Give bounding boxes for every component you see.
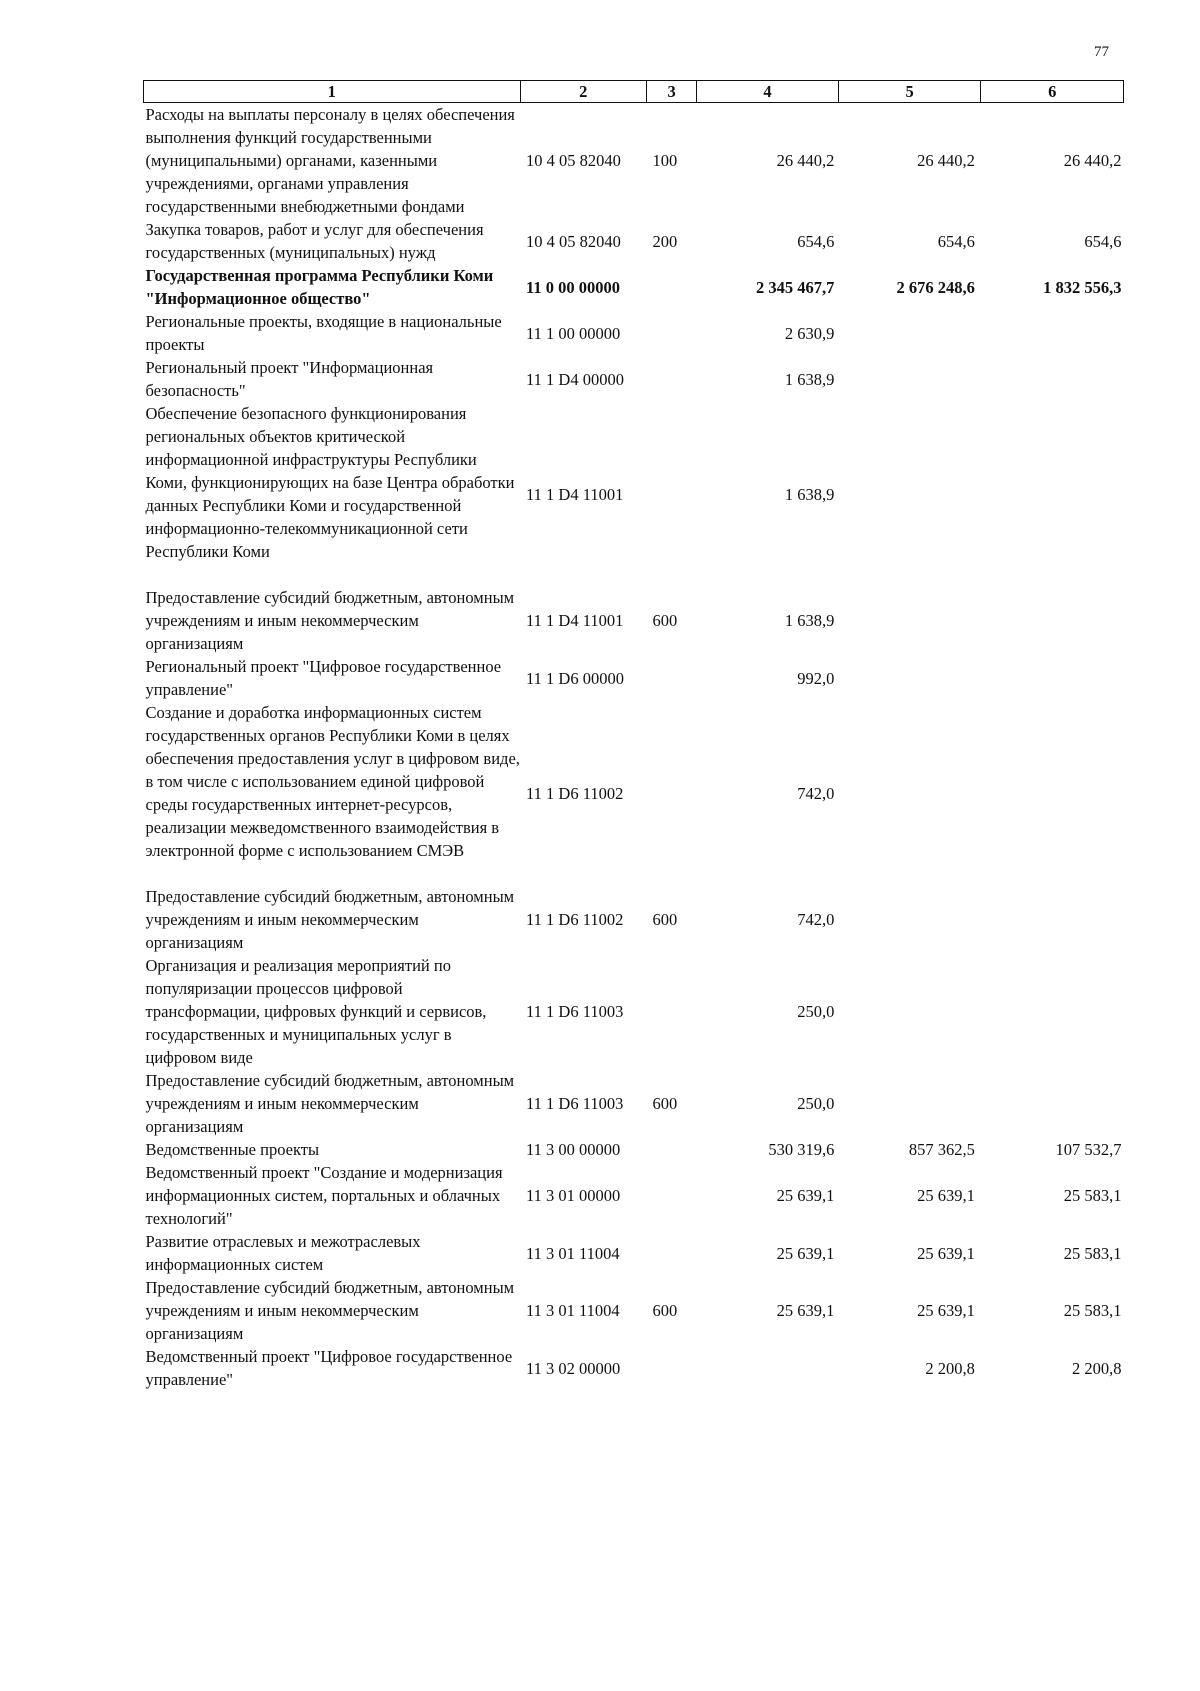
row-type: 600 <box>652 611 678 630</box>
table-row <box>144 218 1124 264</box>
row-value-4: 654,6 <box>797 231 835 251</box>
table-row <box>144 885 1124 954</box>
row-type <box>647 1345 697 1391</box>
row-value-6: 25 583,1 <box>1063 1186 1122 1205</box>
row-value-6 <box>981 310 1124 356</box>
row-value-6: 26 440,2 <box>1063 151 1122 170</box>
row-type <box>647 402 697 586</box>
row-value-4: 250,0 <box>797 1094 835 1113</box>
row-value-4: 250,0 <box>797 1002 835 1021</box>
header-col-1: 1 <box>144 81 521 103</box>
row-value-5 <box>838 655 981 701</box>
row-code: 11 3 02 00000 <box>526 1358 621 1378</box>
row-type <box>647 701 697 885</box>
row-name: Предоставление субсидий бюджетным, автономным учреждениям и иным некоммерческим организациям <box>145 887 515 952</box>
row-value-4: 25 639,1 <box>776 1301 835 1320</box>
row-type <box>647 1138 697 1161</box>
row-value-6: 107 532,7 <box>1055 1140 1122 1159</box>
row-code: 11 1 D6 11003 <box>526 1002 624 1021</box>
row-type <box>647 356 697 402</box>
row-code: 11 1 D6 00000 <box>526 668 624 688</box>
row-value-4: 1 638,9 <box>784 369 835 389</box>
row-name: Развитие отраслевых и межотраслевых информационных систем <box>145 1232 421 1274</box>
row-value-4: 25 639,1 <box>776 1243 835 1263</box>
row-type <box>647 264 697 310</box>
row-value-5: 26 440,2 <box>917 151 975 170</box>
row-code: 11 3 01 00000 <box>526 1186 621 1205</box>
row-value-4: 1 638,9 <box>784 484 835 504</box>
row-type: 200 <box>652 231 678 251</box>
row-code: 11 1 D4 11001 <box>526 484 624 504</box>
row-value-5: 25 639,1 <box>917 1301 975 1320</box>
header-col-3: 3 <box>647 81 697 103</box>
row-value-6: 654,6 <box>1084 231 1122 251</box>
row-type <box>647 655 697 701</box>
row-value-6 <box>981 954 1124 1069</box>
row-value-4: 2 630,9 <box>784 323 835 343</box>
row-value-5 <box>838 701 981 885</box>
row-value-4: 1 638,9 <box>784 611 835 630</box>
header-col-5: 5 <box>838 81 981 103</box>
row-value-4: 742,0 <box>797 783 835 803</box>
row-type <box>647 1161 697 1230</box>
page-number: 77 <box>1094 44 1109 60</box>
row-code: 11 1 D6 11003 <box>526 1094 624 1113</box>
row-type <box>647 1230 697 1276</box>
row-name: Региональный проект "Цифровое государственное управление" <box>145 657 502 699</box>
row-code: 11 3 01 11004 <box>526 1301 620 1320</box>
row-value-6: 2 200,8 <box>1072 1358 1122 1378</box>
row-value-6 <box>981 655 1124 701</box>
row-name: Ведомственный проект "Цифровое государственное управление" <box>145 1347 513 1389</box>
header-col-6: 6 <box>981 81 1124 103</box>
row-value-5: 654,6 <box>937 231 975 251</box>
row-value-4: 2 345 467,7 <box>755 277 835 297</box>
row-name: Ведомственный проект "Создание и модернизация информационных систем, портальных и облачных технологий" <box>145 1163 503 1228</box>
row-name: Региональный проект "Информационная безопасность" <box>145 358 434 400</box>
table-row <box>144 586 1124 655</box>
row-name: Предоставление субсидий бюджетным, автономным учреждениям и иным некоммерческим организациям <box>145 1278 515 1343</box>
row-code: 11 1 D4 11001 <box>526 611 624 630</box>
row-type <box>647 954 697 1069</box>
header-col-2: 2 <box>520 81 647 103</box>
table-body <box>144 103 1124 1392</box>
row-name: Государственная программа Республики Коми "Информационное общество" <box>145 266 494 308</box>
row-value-5 <box>838 402 981 586</box>
row-value-6 <box>981 402 1124 586</box>
row-value-5 <box>838 954 981 1069</box>
header-col-4: 4 <box>697 81 839 103</box>
row-code: 10 4 05 82040 <box>526 231 621 251</box>
row-value-5 <box>838 586 981 655</box>
row-value-4: 25 639,1 <box>776 1186 835 1205</box>
row-value-6: 25 583,1 <box>1063 1301 1122 1320</box>
table-row <box>144 1276 1124 1345</box>
row-value-6 <box>981 701 1124 885</box>
row-value-6 <box>981 356 1124 402</box>
table-row <box>144 1161 1124 1230</box>
table-row <box>144 655 1124 701</box>
row-code: 11 1 00 00000 <box>526 323 621 343</box>
row-value-6: 25 583,1 <box>1063 1243 1122 1263</box>
row-value-4: 992,0 <box>797 668 835 688</box>
row-value-5: 25 639,1 <box>917 1243 975 1263</box>
row-value-4: 742,0 <box>797 910 835 929</box>
table-row <box>144 103 1124 219</box>
row-name: Предоставление субсидий бюджетным, автономным учреждениям и иным некоммерческим организациям <box>145 588 515 653</box>
row-name: Ведомственные проекты <box>145 1140 320 1159</box>
table-row <box>144 1230 1124 1276</box>
table-row <box>144 310 1124 356</box>
row-value-4 <box>697 1345 839 1391</box>
row-code: 11 3 01 11004 <box>526 1243 620 1263</box>
row-type: 600 <box>652 910 678 929</box>
table-row <box>144 402 1124 586</box>
row-code: 11 1 D6 11002 <box>526 783 624 803</box>
table-header-row <box>144 81 1124 103</box>
row-name: Создание и доработка информационных систем государственных органов Республики Коми в целях обеспечения предоставления услуг в цифровом виде, в том числе с использованием единой цифровой среды государственных интернет-ресурсов, реализации межведомственного взаимодействия в электронной форме с использованием СМЭВ <box>145 703 520 860</box>
table-row <box>144 1138 1124 1161</box>
row-value-6 <box>981 1069 1124 1138</box>
row-code: 10 4 05 82040 <box>526 151 621 170</box>
row-value-5: 2 676 248,6 <box>896 277 975 297</box>
row-name: Расходы на выплаты персоналу в целях обеспечения выполнения функций государственными (муниципальными) органами, казенными учреждениями, органами управления государственными внебюджетными фондами <box>145 105 515 216</box>
row-value-4: 530 319,6 <box>768 1140 835 1159</box>
row-name: Обеспечение безопасного функционирования региональных объектов критической информационной инфраструктуры Республики Коми, функционирующих на базе Центра обработки данных Республики Коми и государственной информационно-телекоммуникационной сети Республики Коми <box>145 404 515 561</box>
row-type <box>647 310 697 356</box>
row-code: 11 1 D4 00000 <box>526 369 624 389</box>
row-name: Организация и реализация мероприятий по популяризации процессов цифровой трансформации, цифровых функций и сервисов, государственных и муниципальных услуг в цифровом виде <box>145 956 487 1067</box>
table-row <box>144 1069 1124 1138</box>
row-value-5: 25 639,1 <box>917 1186 975 1205</box>
row-value-4: 26 440,2 <box>776 151 835 170</box>
row-value-5 <box>838 356 981 402</box>
row-name: Закупка товаров, работ и услуг для обеспечения государственных (муниципальных) нужд <box>145 220 484 262</box>
row-type: 600 <box>652 1094 678 1113</box>
row-name: Предоставление субсидий бюджетным, автономным учреждениям и иным некоммерческим организациям <box>145 1071 515 1136</box>
row-value-5: 2 200,8 <box>925 1358 975 1378</box>
row-value-5: 857 362,5 <box>908 1140 975 1159</box>
row-value-5 <box>838 885 981 954</box>
row-value-5 <box>838 1069 981 1138</box>
row-type: 600 <box>652 1301 678 1320</box>
table-row <box>144 264 1124 310</box>
row-name: Региональные проекты, входящие в национальные проекты <box>145 312 502 354</box>
budget-table <box>143 80 1124 1391</box>
row-value-6: 1 832 556,3 <box>1043 277 1122 297</box>
row-code: 11 3 00 00000 <box>526 1140 621 1159</box>
row-code: 11 0 00 00000 <box>526 277 620 297</box>
row-type: 100 <box>652 151 678 170</box>
row-value-5 <box>838 310 981 356</box>
row-value-6 <box>981 885 1124 954</box>
table-row <box>144 356 1124 402</box>
table-row <box>144 701 1124 885</box>
table-row <box>144 1345 1124 1391</box>
table-row <box>144 954 1124 1069</box>
row-value-6 <box>981 586 1124 655</box>
row-code: 11 1 D6 11002 <box>526 910 624 929</box>
